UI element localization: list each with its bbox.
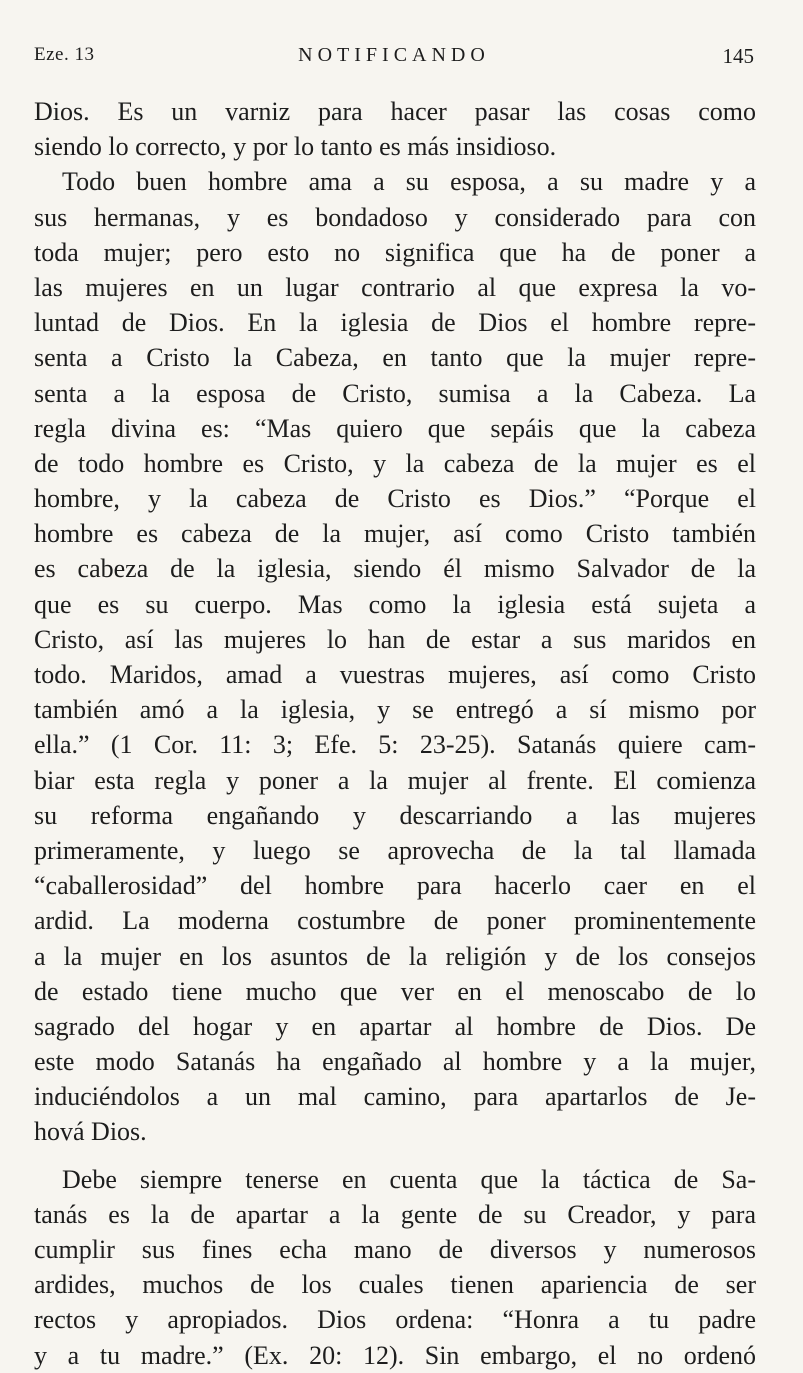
text-line: sagrado del hogar y en apartar al hombre de Dios. De xyxy=(34,1011,756,1041)
text-line: primeramente, y luego se aprovecha de la tal llamada xyxy=(34,835,756,865)
text-line: ella.” (1 Cor. 11: 3; Efe. 5: 23-25). Satanás quiere cam- xyxy=(34,730,756,760)
text-line: Dios. Es un varniz para hacer pasar las cosas como xyxy=(34,97,756,126)
paragraph xyxy=(34,164,756,1149)
text-line: senta a Cristo la Cabeza, en tanto que la mujer repre- xyxy=(34,343,756,373)
text-line: de todo hombre es Cristo, y la cabeza de la mujer es el xyxy=(34,448,756,478)
paragraph xyxy=(34,94,756,164)
paragraph-gap xyxy=(34,1150,756,1162)
text-line: siendo lo correcto, y por lo tanto es más insidioso. xyxy=(34,132,557,162)
text-line: es cabeza de la iglesia, siendo él mismo Salvador de la xyxy=(34,554,756,584)
text-line: induciéndolos a un mal camino, para apartarlos de Je- xyxy=(34,1082,756,1112)
text-line: regla divina es: “Mas quiero que sepáis que la cabeza xyxy=(34,413,756,443)
text-line: “caballerosidad” del hombre para hacerlo caer en el xyxy=(34,871,756,901)
text-line: también amó a la iglesia, y se entregó a sí mismo por xyxy=(34,695,756,725)
running-head xyxy=(34,44,754,76)
text-line: ardides, muchos de los cuales tienen apariencia de ser xyxy=(34,1270,756,1300)
text-line: hombre es cabeza de la mujer, así como Cristo también xyxy=(34,519,756,549)
running-title: NOTIFICANDO xyxy=(298,44,490,66)
text-line: a la mujer en los asuntos de la religión y de los consejos xyxy=(34,941,756,971)
text-line: este modo Satanás ha engañado al hombre y a la mujer, xyxy=(34,1047,756,1077)
text-line: tanás es la de apartar a la gente de su Creador, y para xyxy=(34,1199,756,1229)
text-line: su reforma engañando y descarriando a las mujeres xyxy=(34,800,756,830)
chapter-reference: Eze. 13 xyxy=(34,44,95,65)
text-line: hová Dios. xyxy=(34,1117,147,1147)
text-line: sus hermanas, y es bondadoso y considerado para con xyxy=(34,202,756,232)
text-line: de estado tiene mucho que ver en el menoscabo de lo xyxy=(34,976,756,1006)
text-line: rectos y apropiados. Dios ordena: “Honra a tu padre xyxy=(34,1305,756,1335)
text-line: biar esta regla y poner a la mujer al frente. El comienza xyxy=(34,765,756,795)
text-line: Cristo, así las mujeres lo han de estar a sus maridos en xyxy=(34,624,756,654)
text-line: Debe siempre tenerse en cuenta que la táctica de Sa- xyxy=(62,1164,756,1194)
text-line: todo. Maridos, amad a vuestras mujeres, así como Cristo xyxy=(34,660,756,689)
text-line: y a tu madre.” (Ex. 20: 12). Sin embargo, el no ordenó xyxy=(34,1340,756,1370)
text-line: que es su cuerpo. Mas como la iglesia está sujeta a xyxy=(34,589,756,619)
text-line: cumplir sus fines echa mano de diversos y numerosos xyxy=(34,1235,756,1264)
text-line: senta a la esposa de Cristo, sumisa a la Cabeza. La xyxy=(34,378,756,408)
text-line: toda mujer; pero esto no significa que ha de poner a xyxy=(34,237,756,267)
text-line: ardid. La moderna costumbre de poner prominentemente xyxy=(34,906,756,936)
body-text xyxy=(34,94,756,1373)
text-line: luntad de Dios. En la iglesia de Dios el hombre repre- xyxy=(34,308,756,338)
text-line: hombre, y la cabeza de Cristo es Dios.” “Porque el xyxy=(34,484,756,514)
paragraph xyxy=(34,1162,756,1373)
page-number: 145 xyxy=(722,44,754,68)
text-line: Todo buen hombre ama a su esposa, a su madre y a xyxy=(62,167,756,197)
text-line: las mujeres en un lugar contrario al que expresa la vo- xyxy=(34,272,756,302)
